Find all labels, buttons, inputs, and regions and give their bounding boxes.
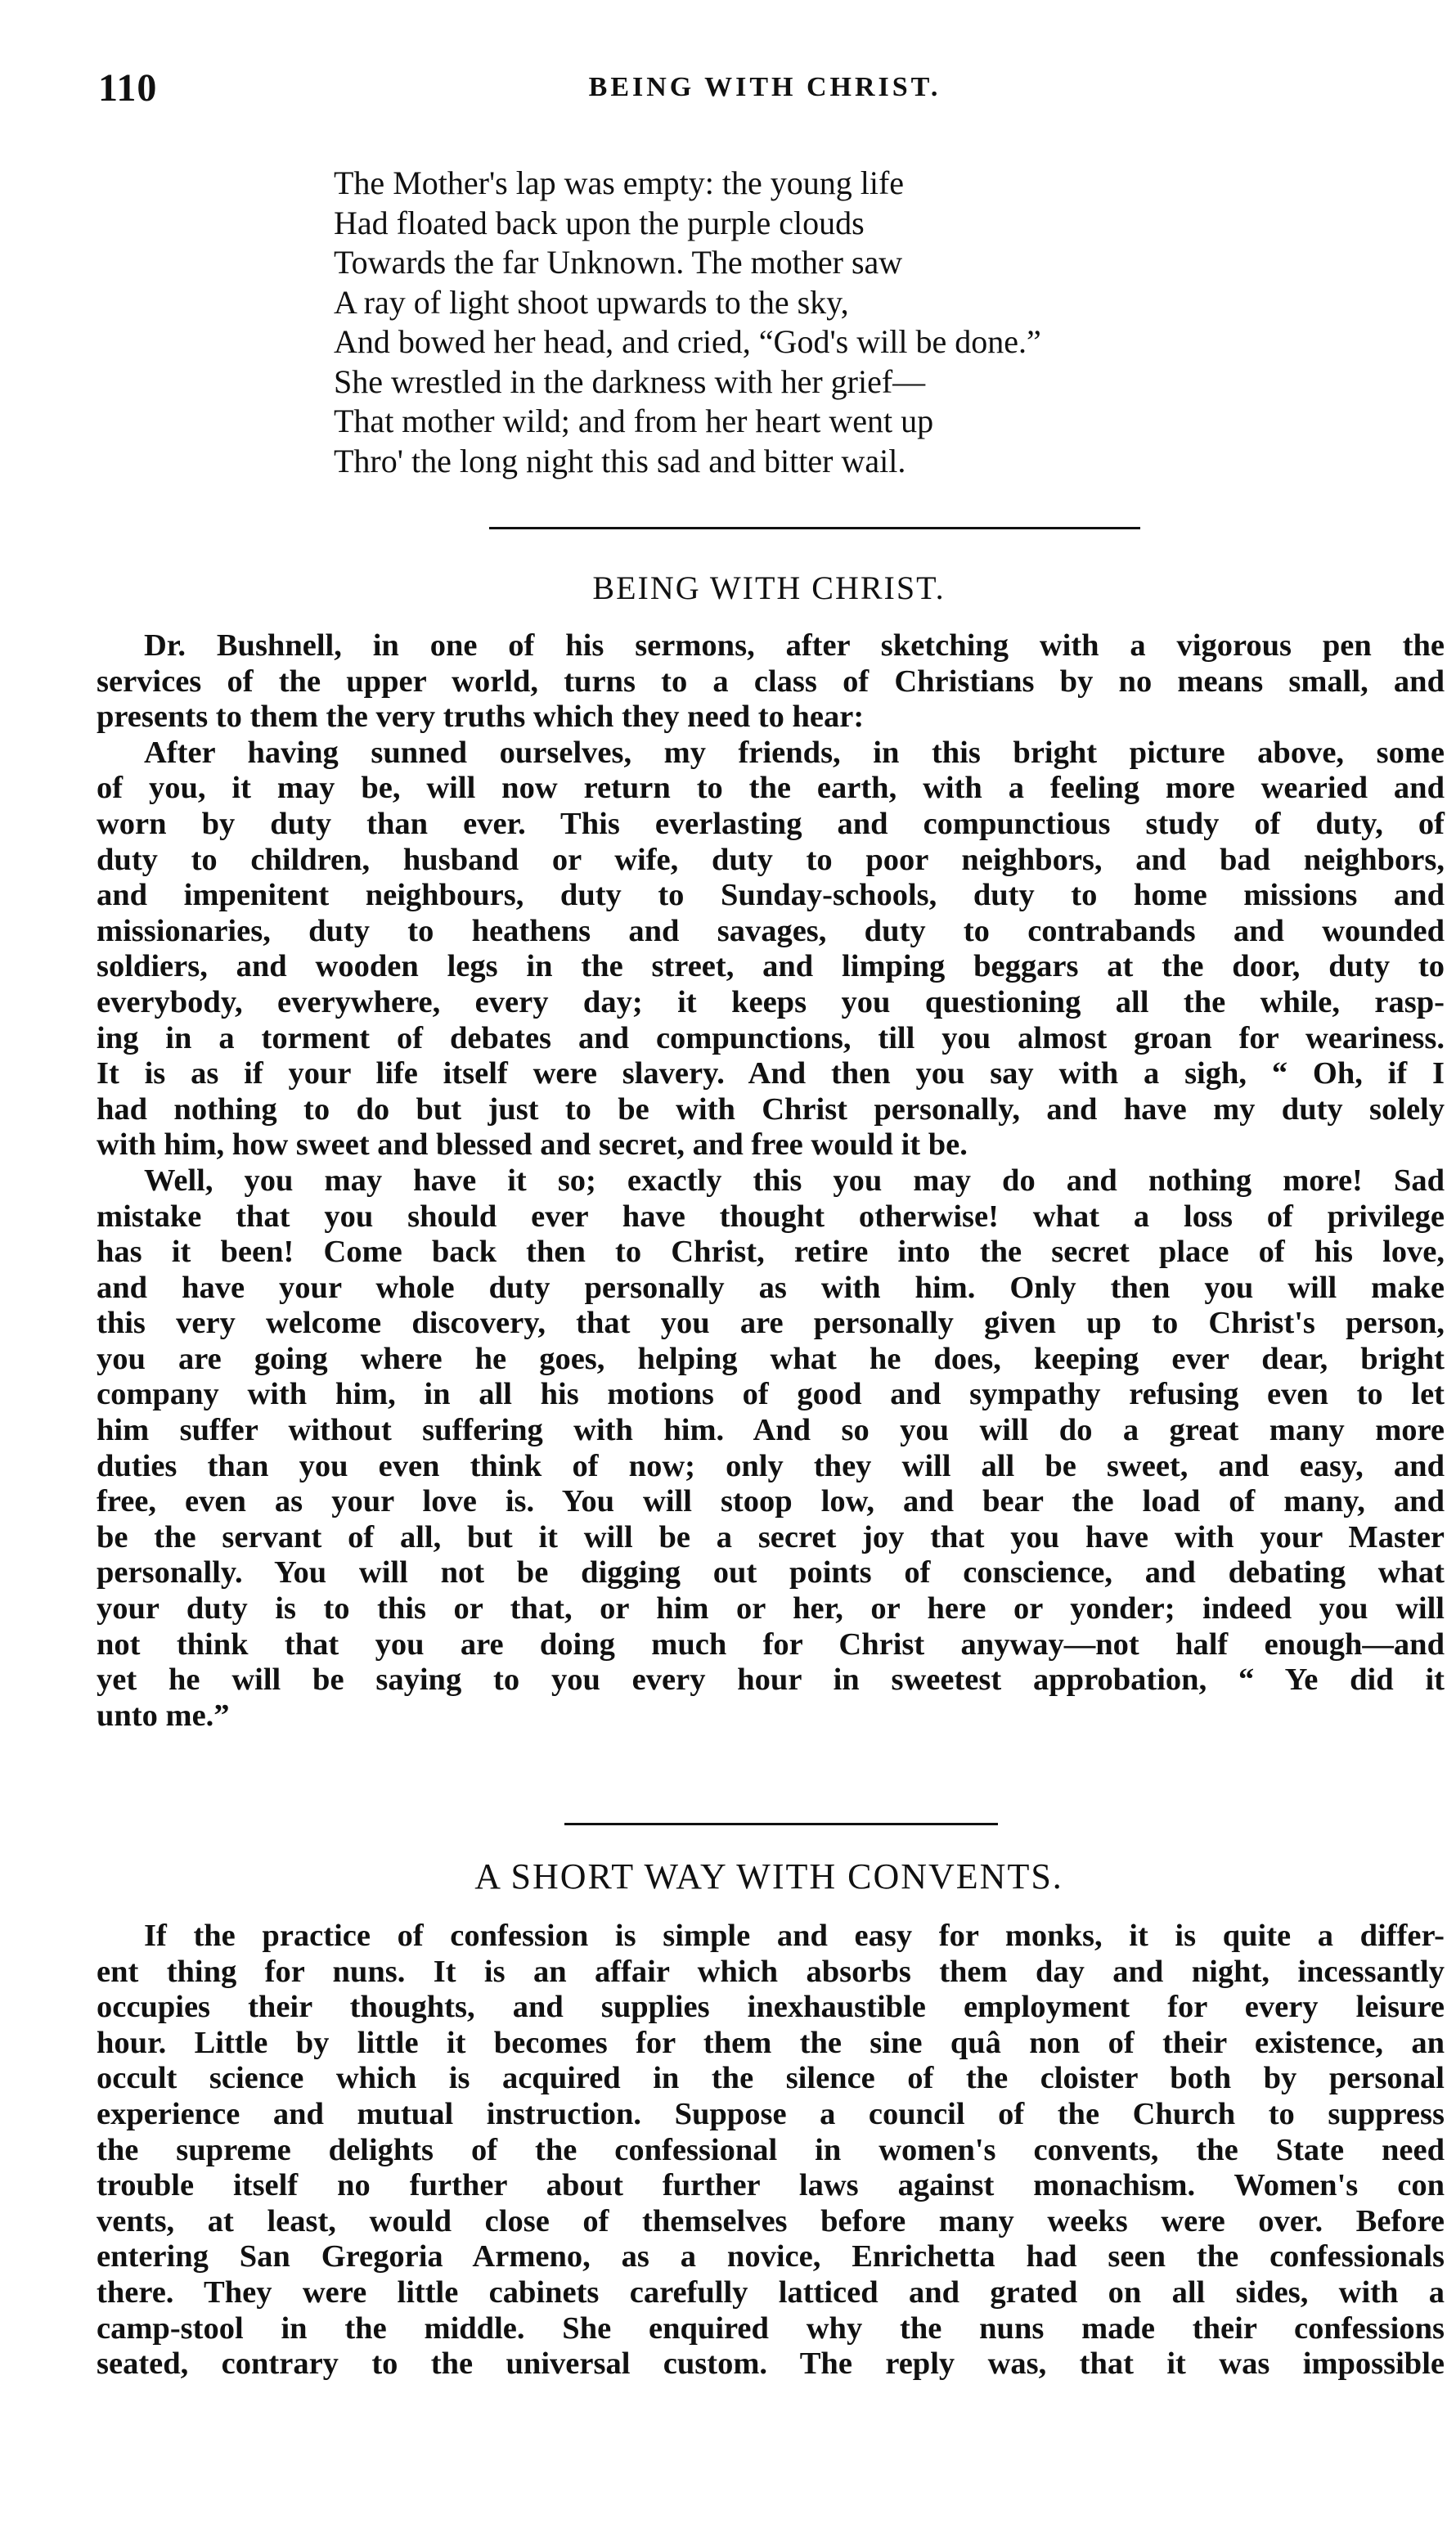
article-title: A SHORT WAY WITH CONVENTS. <box>474 1856 1063 1896</box>
text-line: mistake that you should ever have thought otherwise! what a loss of privilege <box>97 1199 1445 1234</box>
text-line: with him, how sweet and blessed and secret, and free would it be. <box>97 1127 968 1163</box>
text-line: soldiers, and wooden legs in the street, and limping beggars at the door, duty to <box>97 949 1445 984</box>
page-header <box>98 65 1431 131</box>
paragraph <box>97 1163 1445 1734</box>
page-number: 110 <box>98 66 158 110</box>
text-line: occupies their thoughts, and supplies inexhaustible employment for every leisure <box>97 1990 1445 2025</box>
text-line: you are going where he goes, helping what he does, keeping ever dear, bright <box>97 1341 1445 1376</box>
text-line: unto me.” <box>97 1698 230 1733</box>
poem <box>334 164 1397 481</box>
text-line: and have your whole duty personally as with him. Only then you will make <box>97 1270 1445 1305</box>
poem-line: And bowed her head, and cried, “God's will be done.” <box>334 323 1041 360</box>
text-line: not think that you are doing much for Christ anyway—not half enough—and <box>97 1626 1445 1662</box>
text-line: occult science which is acquired in the silence of the cloister both by personal <box>97 2061 1445 2096</box>
text-line: free, even as your love is. You will stoop low, and bear the load of many, and <box>97 1484 1445 1519</box>
poem-line: A ray of light shoot upwards to the sky, <box>334 283 849 321</box>
text-line: duty to children, husband or wife, duty to poor neighbors, and bad neighbors, <box>97 842 1445 877</box>
text-line: services of the upper world, turns to a class of Christians by no means small, and <box>97 664 1445 699</box>
text-line: duties than you even think of now; only they will all be sweet, and easy, and <box>97 1448 1445 1483</box>
text-line: and impenitent neighbours, duty to Sunday-schools, duty to home missions and <box>97 878 1445 913</box>
text-line: ing in a torment of debates and compunctions, till you almost groan for weariness. <box>97 1020 1445 1055</box>
text-line: camp-stool in the middle. She enquired why the nuns made their confessions <box>97 2310 1445 2346</box>
text-line: Dr. Bushnell, in one of his sermons, after sketching with a vigorous pen the <box>144 628 1445 663</box>
text-line: It is as if your life itself were slavery. And then you say with a sigh, “ Oh, if I <box>97 1056 1445 1091</box>
article-title: BEING WITH CHRIST. <box>592 569 946 606</box>
text-line: Well, you may have it so; exactly this you may do and nothing more! Sad <box>144 1163 1445 1198</box>
section-divider <box>564 1823 998 1825</box>
text-line: hour. Little by little it becomes for them the sine quâ non of their existence, an <box>97 2025 1445 2060</box>
text-line: trouble itself no further about further laws against monachism. Women's con <box>97 2168 1445 2203</box>
poem-line: That mother wild; and from her heart went up <box>334 403 934 439</box>
text-line: After having sunned ourselves, my friends, in this bright picture above, some <box>144 735 1445 770</box>
text-line: yet he will be saying to you every hour in sweetest approbation, “ Ye did it <box>97 1662 1445 1698</box>
text-line: worn by duty than ever. This everlasting and compunctious study of duty, of <box>97 806 1445 841</box>
text-line: everybody, everywhere, every day; it keeps you questioning all the while, rasp- <box>97 984 1445 1019</box>
section-divider <box>489 527 1140 529</box>
poem-line: Towards the far Unknown. The mother saw <box>334 244 903 281</box>
article-body <box>97 628 1445 1734</box>
text-line: If the practice of confession is simple and easy for monks, it is quite a differ- <box>144 1919 1445 1953</box>
text-line: has it been! Come back then to Christ, retire into the secret place of his love, <box>97 1235 1445 1270</box>
text-line: had nothing to do but just to be with Christ personally, and have my duty solely <box>97 1091 1445 1127</box>
text-line: presents to them the very truths which they need to hear: <box>97 700 865 735</box>
poem-line: Had floated back upon the purple clouds <box>334 204 865 241</box>
text-line: seated, contrary to the universal custom. The reply was, that it was impossible <box>97 2346 1445 2382</box>
text-line: company with him, in all his motions of good and sympathy refusing even to let <box>97 1377 1445 1412</box>
text-line: personally. You will not be digging out points of conscience, and debating what <box>97 1555 1445 1590</box>
text-line: vents, at least, would close of themselves before many weeks were over. Before <box>97 2203 1445 2238</box>
text-line: the supreme delights of the confessional in women's convents, the State need <box>97 2132 1445 2167</box>
text-line: this very welcome discovery, that you are personally given up to Christ's person, <box>97 1306 1445 1341</box>
text-line: ent thing for nuns. It is an affair which absorbs them day and night, incessantly <box>97 1954 1445 1989</box>
poem-line: Thro' the long night this sad and bitter wail. <box>334 442 906 479</box>
text-line: entering San Gregoria Armeno, as a novice, Enrichetta had seen the confessionals <box>97 2239 1445 2274</box>
text-line: be the servant of all, but it will be a secret joy that you have with your Master <box>97 1519 1445 1554</box>
poem-line: The Mother's lap was empty: the young life <box>334 164 905 201</box>
running-title: BEING WITH CHRIST. <box>588 72 941 102</box>
article-body <box>97 1919 1445 2382</box>
text-line: of you, it may be, will now return to the earth, with a feeling more wearied and <box>97 771 1445 806</box>
text-line: your duty is to this or that, or him or her, or here or yonder; indeed you will <box>97 1591 1445 1626</box>
text-line: experience and mutual instruction. Suppose a council of the Church to suppress <box>97 2096 1445 2131</box>
paragraph <box>97 1919 1445 2382</box>
paragraph <box>97 736 1445 1163</box>
poem-line: She wrestled in the darkness with her grief— <box>334 362 926 400</box>
text-line: him suffer without suffering with him. And so you will do a great many more <box>97 1413 1445 1448</box>
text-line: there. They were little cabinets carefully latticed and grated on all sides, with a <box>97 2274 1445 2310</box>
paragraph <box>97 628 1445 736</box>
text-line: missionaries, duty to heathens and savages, duty to contrabands and wounded <box>97 913 1445 948</box>
